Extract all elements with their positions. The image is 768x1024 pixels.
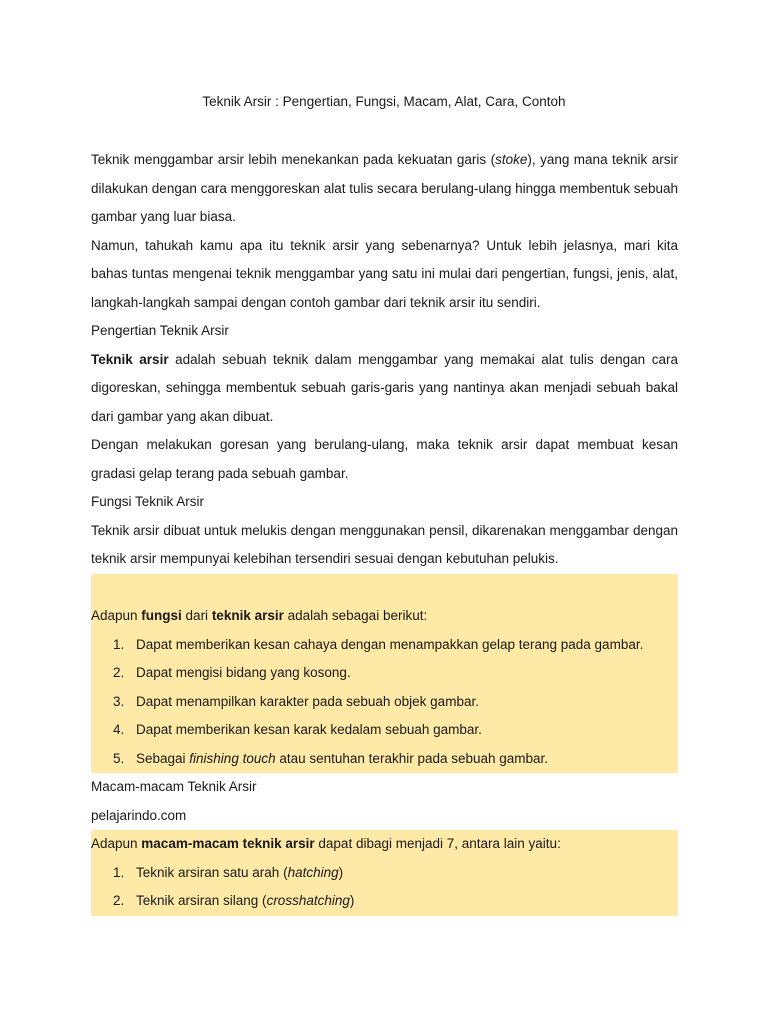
list-item-text: Dapat memberikan kesan cahaya dengan menampakkan gelap terang pada gambar. <box>136 636 644 652</box>
list-number: 3. <box>113 693 125 709</box>
text-run: adalah sebuah teknik dalam menggambar yang memakai alat tulis dengan cara digoreskan, sehingga membentuk sebuah garis-garis yang nantinya akan menjadi sebuah bakal dari gambar yang akan dibuat. <box>91 351 678 424</box>
intro-paragraph-2: Namun, tahukah kamu apa itu teknik arsir yang sebenarnya? Untuk lebih jelasnya, mari kita bahas tuntas mengenai teknik menggambar yang satu ini mulai dari pengertian, fungsi, jenis, alat, langkah-langkah sampai dengan contoh gambar dari teknik arsir itu sendiri. <box>91 237 678 310</box>
fungsi-list <box>91 631 678 774</box>
document-body <box>91 146 678 916</box>
text-run: Adapun <box>91 836 142 851</box>
highlight-block-macam <box>91 830 678 916</box>
macam-intro <box>91 830 678 859</box>
fungsi-paragraph-1: Teknik arsir dibuat untuk melukis dengan menggunakan pensil, dikarenakan menggambar dengan teknik arsir mempunyai kelebihan tersendiri sesuai dengan kebutuhan pelukis. <box>91 522 678 566</box>
document-title: Teknik Arsir : Pengertian, Fungsi, Macam, Alat, Cara, Contoh <box>202 94 566 109</box>
text-run: dari <box>181 608 212 623</box>
list-item <box>91 745 678 774</box>
bold-term: macam-macam teknik arsir <box>141 836 315 851</box>
text-run: ), yang mana teknik arsir dilakukan dengan cara menggoreskan alat tulis secara berulang-ulang hingga membentuk sebuah gambar yang luar biasa. <box>91 152 678 224</box>
bold-term: Teknik arsir <box>91 351 169 367</box>
list-item <box>91 659 678 688</box>
text-run: dapat dibagi menjadi 7, antara lain yaitu: <box>314 836 561 851</box>
bold-term: teknik arsir <box>211 608 284 623</box>
list-number: 2. <box>113 665 125 680</box>
text-run: Adapun <box>91 608 142 623</box>
highlight-block-fungsi <box>91 574 678 774</box>
text-run: ) <box>338 864 344 880</box>
list-number: 2. <box>113 893 125 908</box>
text-run: adalah sebagai berikut: <box>283 608 428 623</box>
intro-paragraph-1 <box>91 146 678 232</box>
bold-term: fungsi <box>141 608 182 623</box>
list-number: 1. <box>113 864 125 880</box>
pengertian-paragraph-2: Dengan melakukan goresan yang berulang-ulang, maka teknik arsir dapat membuat kesan gradasi gelap terang pada sebuah gambar. <box>91 437 678 481</box>
list-number: 5. <box>113 750 125 766</box>
text-run: Teknik menggambar arsir lebih menekankan pada kekuatan garis ( <box>91 152 496 167</box>
text-run: ) <box>349 893 355 908</box>
list-item-text: Dapat mengisi bidang yang kosong. <box>136 665 351 680</box>
list-item-text: Dapat memberikan kesan karak kedalam sebuah gambar. <box>136 722 482 737</box>
italic-term: finishing touch <box>189 750 276 766</box>
text-run: Teknik arsiran satu arah ( <box>136 864 288 880</box>
list-item-text: Dapat menampilkan karakter pada sebuah objek gambar. <box>136 693 479 709</box>
section-heading-pengertian: Pengertian Teknik Arsir <box>91 323 229 338</box>
italic-term: hatching <box>287 864 339 880</box>
text-run: Sebagai <box>136 750 190 766</box>
list-item <box>91 631 678 660</box>
text-run: Teknik arsiran silang ( <box>136 893 267 908</box>
italic-term: crosshatching <box>266 893 350 908</box>
section-heading-fungsi: Fungsi Teknik Arsir <box>91 494 205 509</box>
list-number: 4. <box>113 722 125 737</box>
italic-term: stoke <box>495 152 528 167</box>
list-number: 1. <box>113 636 125 652</box>
source-text: pelajarindo.com <box>91 807 187 823</box>
pengertian-paragraph-1 <box>91 346 678 432</box>
list-item <box>91 887 678 916</box>
list-item <box>91 716 678 745</box>
list-item <box>91 859 678 888</box>
section-heading-macam: Macam-macam Teknik Arsir <box>91 779 257 794</box>
macam-list <box>91 859 678 916</box>
highlight-spacer <box>91 574 678 603</box>
text-run: atau sentuhan terakhir pada sebuah gambar. <box>275 750 549 766</box>
list-item <box>91 688 678 717</box>
fungsi-intro <box>91 602 678 631</box>
